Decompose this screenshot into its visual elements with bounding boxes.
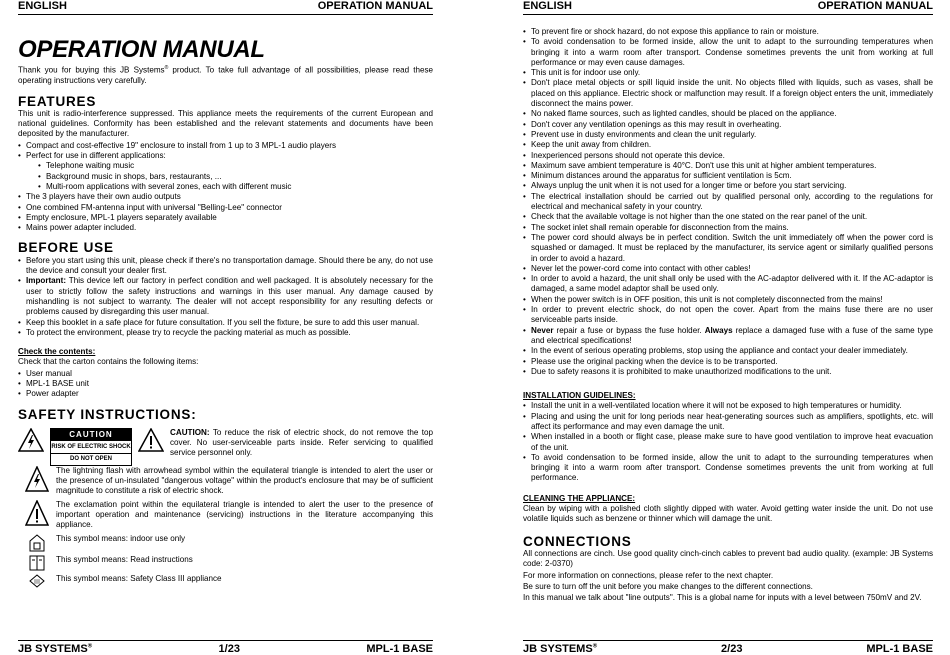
list-item: • Compact and cost-effective 19" enclosure to install from 1 up to 3 MPL-1 audio players [26,141,433,151]
cleaning-text: Clean by wiping with a polished cloth slightly dipped with water. Avoid getting water inside the unit. Do not use volatile liquids such as benzene or thinner which will damage the unit. [523,504,933,524]
symbol-row: III This symbol means: Safety Class III appliance [18,574,433,588]
caution-text: CAUTION: To reduce the risk of electric shock, do not remove the top cover. No user-serviceable parts inside. Refer servicing to qualified service personnel only. [170,427,433,458]
list-item: • To prevent fire or shock hazard, do not expose this appliance to rain or moisture. [531,27,933,37]
header-language: ENGLISH [523,0,572,12]
list-item: • Don't place metal objects or spill liquid inside the unit. No objects filled with liquids, such as vases, shall be placed on this appliance. Electric shock or malfunction may result. If a foreign object enters the unit, immediately disconnect the mains power. [531,78,933,109]
list-item: • Never repair a fuse or bypass the fuse holder. Always replace a damaged fuse with a fuse of the same type and electrical specifications! [531,326,933,347]
lightning-warning-icon [18,428,44,455]
list-item: • Inexperienced persons should not operate this device. [531,151,933,161]
list-item: • Placing and using the unit for long periods near heat-generating sources such as amplifiers, spotlights, etc. will affect its performance and may even damage the unit. [531,412,933,433]
list-item: • In order to prevent electric shock, do not open the cover. Apart from the mains fuse there are no user serviceable parts inside. [531,305,933,326]
connections-text: Be sure to turn off the unit before you make changes to the different connections. [523,581,813,591]
list-item: • Keep the unit away from children. [531,140,933,150]
safety-list [523,27,933,377]
list-item: • This unit is for indoor use only. [531,68,933,78]
features-intro: This unit is radio-interference suppressed. This appliance meets the requirements of the current European and national guidelines. Conformity has been established and the relevant statements and documents have been deposited by the manufacturer. [18,108,433,139]
list-item: • One combined FM-antenna input with universal "Belling-Lee" connector [26,203,433,213]
list-item: • Before you start using this unit, please check if there's no transportation damage. Should there be any, do not use the device and consult your dealer first. [26,256,433,277]
contents-heading: Check the contents: [18,347,96,357]
caution-label: CAUTION RISK OF ELECTRIC SHOCK DO NOT OPEN [50,428,132,466]
list-item: • Power adapter [26,389,433,399]
features-heading: FEATURES [18,93,97,109]
list-item: • Multi-room applications with several zones, each with different music [46,182,433,192]
page-number: 1/23 [218,643,240,655]
list-item: • In the event of serious operating problems, stop using the appliance and contact your dealer immediately. [531,346,933,356]
list-item: • Due to safety reasons it is prohibited to make unauthorized modifications to the unit. [531,367,933,377]
header-title: OPERATION MANUAL [317,0,433,12]
list-item: • To avoid condensation to be formed inside, allow the unit to adapt to the surrounding temperatures when bringing it into a warm room after transport. Condense sometimes prevents the unit from working at full performance. [531,453,933,484]
contents-intro: Check that the carton contains the following items: [18,357,199,367]
page-header [18,0,433,15]
connections-text: In this manual we talk about "line outputs". This is a global name for inputs with a level between 750mV and 2V. [523,593,922,603]
page-header [523,0,933,15]
right-page [523,0,933,654]
list-item: • The electrical installation should be carried out by qualified personal only, according to the regulations for electrical and mechanical safety in your country. [531,192,933,213]
list-item: • Always unplug the unit when it is not used for a longer time or before you start servicing. [531,181,933,191]
svg-text:III: III [34,579,40,586]
left-page [18,0,433,654]
connections-text: All connections are cinch. Use good quality cinch-cinch cables to prevent bad audio quality. (example: JB Systems code: 2-0370) [523,548,933,569]
list-item: • When installed in a booth or flight case, please make sure to have good ventilation to improve heat evacuation of the unit. [531,432,933,453]
list-item: • Empty enclosure, MPL-1 players separately available [26,213,433,223]
exclamation-triangle-icon [18,500,56,526]
list-item: • The socket inlet shall remain operable for disconnection from the mains. [531,223,933,233]
features-list [18,141,433,234]
list-item: • No naked flame sources, such as lighted candles, should be placed on the appliance. [531,109,933,119]
connections-heading: CONNECTIONS [523,533,632,549]
list-item: • Prevent use in dusty environments and clean the unit regularly. [531,130,933,140]
applications-list [26,161,433,192]
exclamation-warning-icon [138,428,164,455]
page-title: OPERATION MANUAL [18,36,265,63]
list-item: • Keep this booklet in a safe place for future consultation. If you sell the fixture, be sure to add this user manual. [26,318,433,328]
list-item: • To protect the environment, please try to recycle the packing material as much as possible. [26,328,433,338]
list-item: • Perfect for use in different applications: • Telephone waiting music • Background music in shops, bars, restaurants, ... • Multi-room applications with several zones, each with different music [26,151,433,192]
symbol-row: The lightning flash with arrowhead symbol within the equilateral triangle is intended to alert the user or the presence of un-insulated "dangerous voltage" within the product's enclosure that may be of sufficient magnitude to constitute a risk of electric shock. [18,466,433,497]
safety-heading: SAFETY INSTRUCTIONS: [18,406,197,422]
list-item: • Don't cover any ventilation openings as this may result in overheating. [531,120,933,130]
left-page-body [18,24,433,591]
page-number: 2/23 [721,643,743,655]
list-item: • Maximum save ambient temperature is 40°C. Don't use this unit at higher ambient temperatures. [531,161,933,171]
list-item: • Please use the original packing when the device is to be transported. [531,357,933,367]
list-item: • Install the unit in a well-ventilated location where it will not be exposed to high temperatures or humidity. [531,401,933,411]
symbol-row: The exclamation point within the equilateral triangle is intended to alert the user to the presence of important operation and maintenance (servicing) instructions in the literature accompanying this appliance. [18,500,433,531]
list-item: • Check that the available voltage is not higher than the one stated on the rear panel of the unit. [531,212,933,222]
list-item: • Background music in shops, bars, restaurants, ... [46,172,433,182]
page-footer [523,640,933,655]
read-instructions-icon [18,555,56,571]
connections-text: For more information on connections, please refer to the next chapter. [523,570,774,580]
before-use-list [18,256,433,338]
symbol-row: This symbol means: Read instructions [18,555,433,571]
page-footer [18,640,433,655]
list-item: • User manual [26,369,433,379]
class-iii-icon [18,574,56,588]
list-item: • Important: This device left our factory in perfect condition and well packaged. It is absolutely necessary for the user to strictly follow the safety instructions and warnings in this user manual. Any damage caused by mishandling is not subject to warranty. The dealer will not accept responsibility for any resulting defects or problems caused by disregarding this user manual. [26,276,433,317]
right-page-body [523,27,933,604]
before-use-heading: BEFORE USE [18,240,114,256]
list-item: • Telephone waiting music [46,161,433,171]
list-item: • Never let the power-cord come into contact with other cables! [531,264,933,274]
symbol-row: This symbol means: indoor use only [18,534,433,552]
cleaning-heading: CLEANING THE APPLIANCE: [523,493,636,503]
footer-brand: JB SYSTEMS® [523,643,598,655]
list-item: • Mains power adapter included. [26,223,433,233]
installation-list [523,401,933,483]
caution-block [18,428,433,466]
header-title: OPERATION MANUAL [817,0,933,12]
header-language: ENGLISH [18,0,67,12]
installation-heading: INSTALLATION GUIDELINES: [523,391,636,401]
lightning-triangle-icon [18,466,56,492]
contents-list [18,369,433,400]
list-item: • In order to avoid a hazard, the unit shall only be used with the AC-adaptor delivered with it. If the AC-adaptor is damaged, a same model adaptor shall be used only. [531,274,933,295]
list-item: • Minimum distances around the apparatus for sufficient ventilation is 5cm. [531,171,933,181]
footer-brand: JB SYSTEMS® [18,643,93,655]
list-item: • The power cord should always be in perfect condition. Switch the unit immediately off when the power cord is squashed or damaged. It must be replaced by the manufacturer, its service agent or similarly qualified persons in order to avoid a hazard. [531,233,933,264]
list-item: • The 3 players have their own audio outputs [26,192,433,202]
footer-model: MPL-1 BASE [366,643,433,655]
list-item: • To avoid condensation to be formed inside, allow the unit to adapt to the surrounding temperatures when bringing it into a warm room after transport. Condense sometimes prevents the unit from working at full performance or may even cause damages. [531,37,933,68]
footer-model: MPL-1 BASE [866,643,933,655]
intro-paragraph: Thank you for buying this JB Systems® product. To take full advantage of all possibilities, please read these operating instructions very carefully. [18,65,433,86]
list-item: • MPL-1 BASE unit [26,379,433,389]
list-item: • When the power switch is in OFF position, this unit is not completely disconnected from the mains! [531,295,933,305]
indoor-use-icon [18,534,56,552]
